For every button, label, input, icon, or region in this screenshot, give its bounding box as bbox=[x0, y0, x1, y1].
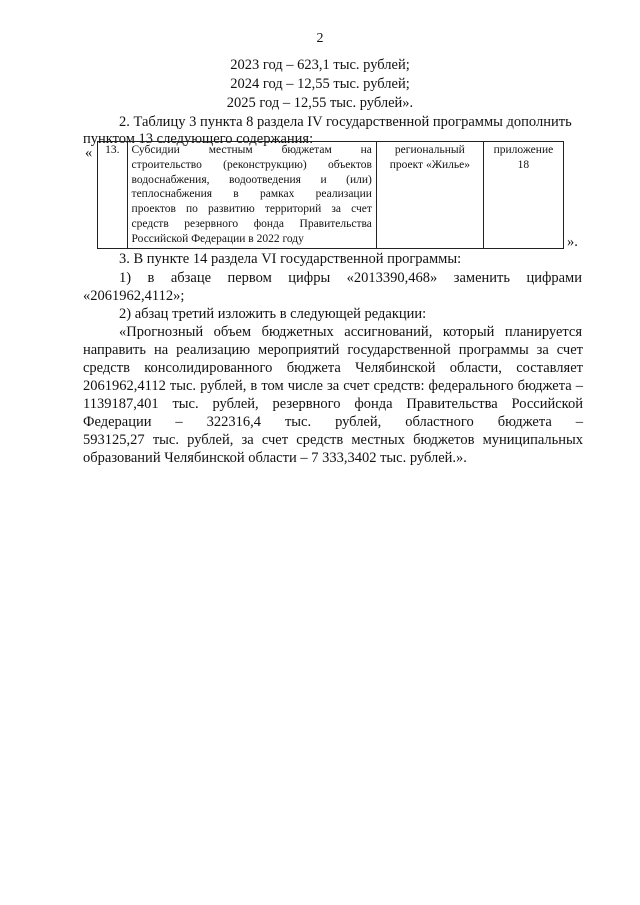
insert-table bbox=[97, 141, 564, 249]
quote-line: 1139187,401 тыс. рублей, резервного фонда Правительства Российской bbox=[83, 396, 583, 412]
table-cell-project bbox=[376, 142, 483, 249]
quote-line: средств консолидированного бюджета Челябинской области, составляет bbox=[83, 360, 583, 376]
amount-line-2025: 2025 год – 12,55 тыс. рублей». bbox=[226, 95, 414, 111]
amount-line-2023: 2023 год – 623,1 тыс. рублей; bbox=[230, 57, 410, 73]
quote-line: Федерации – 322316,4 тыс. рублей, областного бюджета – bbox=[83, 414, 583, 430]
description-line: Российской Федерации в 2022 году bbox=[131, 232, 304, 245]
item3-heading: 3. В пункте 14 раздела VI государственной программы: bbox=[119, 251, 462, 267]
appendix-line: приложение bbox=[493, 144, 554, 156]
quote-line-last: образований Челябинской области – 7 333,3402 тыс. рублей.». bbox=[83, 450, 467, 466]
quote-line: 2061962,4112 тыс. рублей, в том числе за счет средств: федерального бюджета – bbox=[83, 378, 583, 394]
item2-line1: 2. Таблицу 3 пункта 8 раздела IV государственной программы дополнить bbox=[119, 114, 572, 130]
project-line: проект «Жилье» bbox=[389, 158, 470, 171]
project-line: региональный bbox=[394, 144, 465, 156]
table-cell-number: 13. bbox=[98, 142, 128, 249]
page-number: 2 bbox=[316, 31, 324, 46]
item2-line2: пунктом 13 следующего содержания: bbox=[83, 131, 314, 147]
description-line: средств резервного фонда Правительства bbox=[131, 217, 372, 230]
table-close-quote: ». bbox=[567, 234, 578, 250]
table-cell-appendix bbox=[483, 142, 563, 249]
quote-line: 593125,27 тыс. рублей, за счет средств местных бюджетов муниципальных bbox=[83, 432, 583, 448]
sub2-line: 2) абзац третий изложить в следующей редакции: bbox=[119, 306, 427, 322]
sub1-line1: 1) в абзаце первом цифры «2013390,468» заменить цифрами bbox=[119, 270, 582, 286]
description-line: теплоснабжения в рамках реализации bbox=[131, 188, 372, 201]
table-cell-description bbox=[127, 142, 376, 249]
table-row bbox=[98, 142, 564, 249]
description-line: проектов по развитию территорий за счет bbox=[131, 203, 372, 216]
quote-line: направить на реализацию мероприятий государственной программы за счет bbox=[83, 342, 583, 358]
description-line: строительство (реконструкцию) объектов bbox=[131, 158, 372, 171]
amount-line-2024: 2024 год – 12,55 тыс. рублей; bbox=[230, 76, 410, 92]
table-open-quote: « bbox=[85, 145, 93, 161]
description-line: водоснабжения, водоотведения и (или) bbox=[131, 173, 372, 186]
sub1-line2: «2061962,4112»; bbox=[83, 288, 185, 304]
appendix-line: 18 bbox=[517, 158, 530, 171]
description-line: Субсидии местным бюджетам на bbox=[131, 144, 372, 156]
quote-line: «Прогнозный объем бюджетных ассигнований, который планируется bbox=[119, 324, 582, 340]
